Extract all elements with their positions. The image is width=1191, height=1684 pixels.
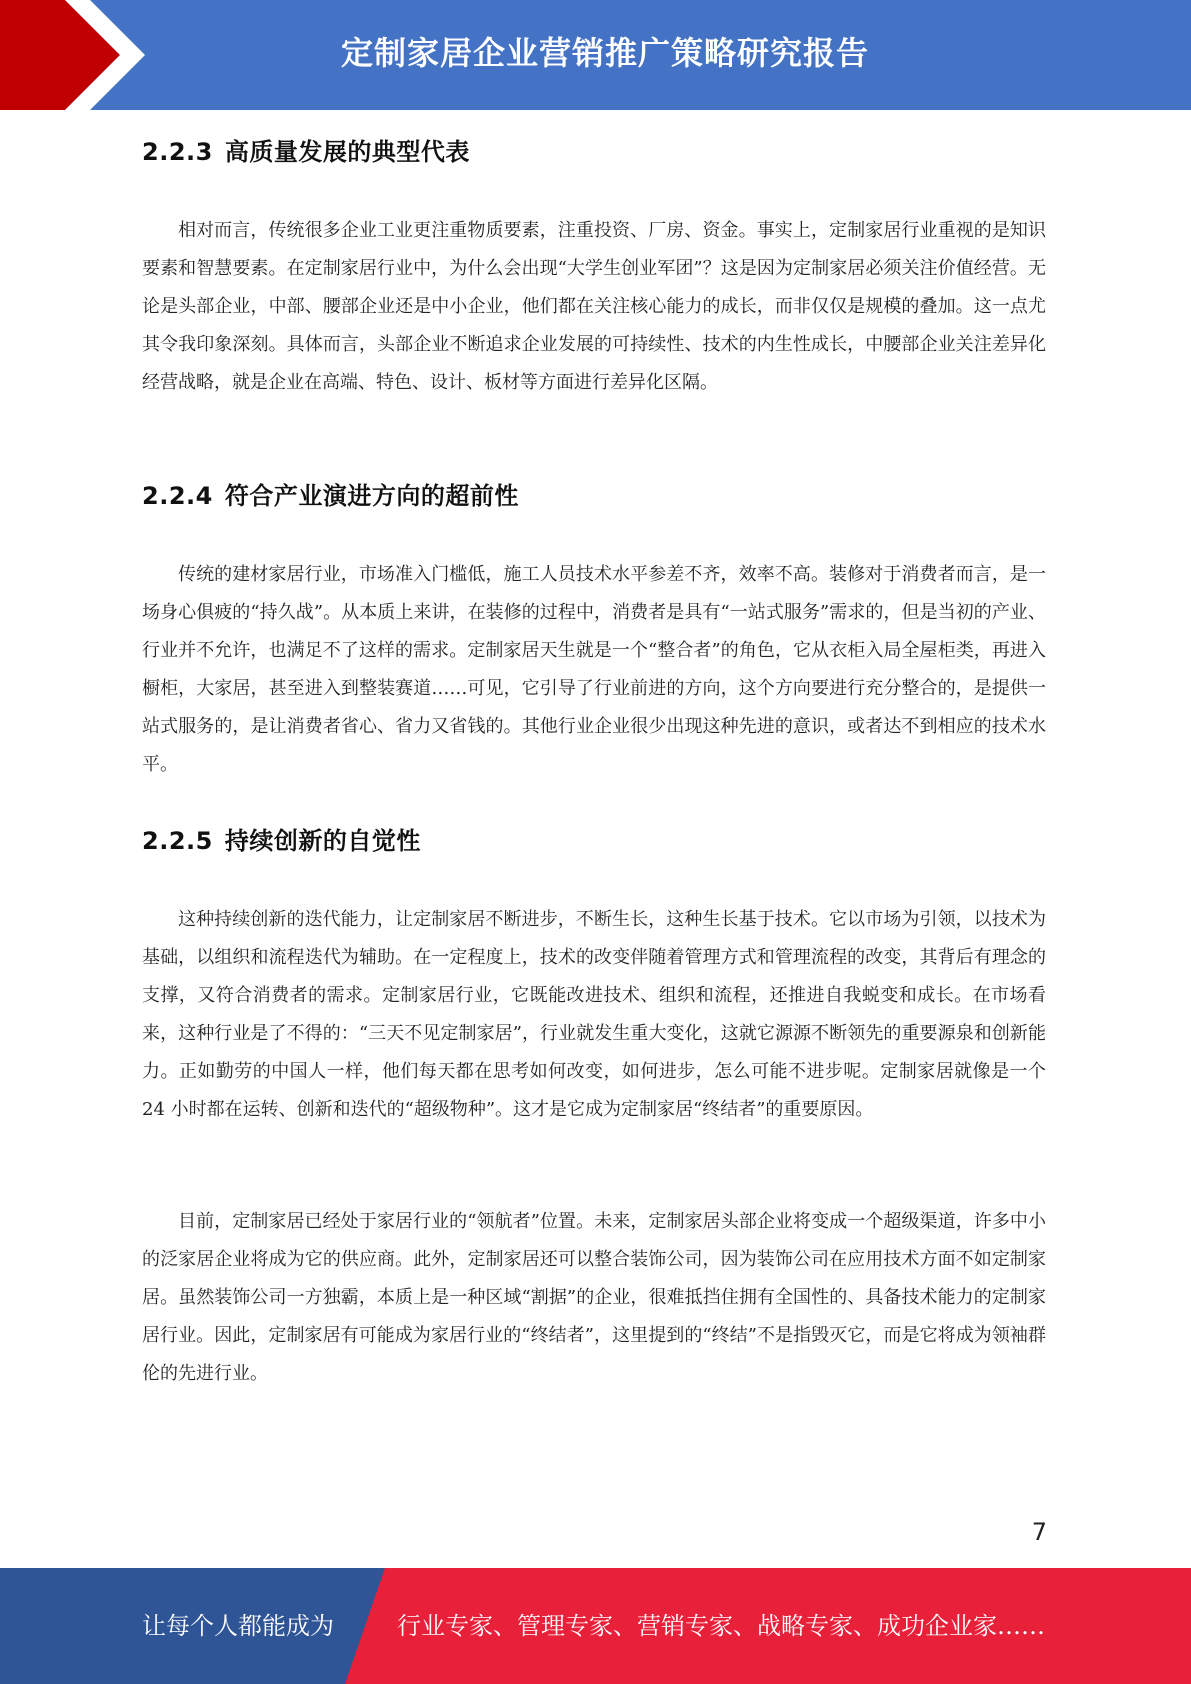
paragraph: 这种持续创新的迭代能力，让定制家居不断进步，不断生长，这种生长基于技术。它以市场为引领，以技术为基础，以组织和流程迭代为辅助。在一定程度上，技术的改变伴随着管理方式和管理流程的改变，其背后有理念的支撑，又符合消费者的需求。定制家居行业，它既能改进技术、组织和流程，还推进自我蜕变和成长。在市场看来，这种行业是了不得的：“三天不见定制家居”，行业就发生重大变化，这就它源源不断领先的重要源泉和创新能力。正如勤劳的中国人一样，他们每天都在思考如何改变，如何进步，怎么可能不进步呢。定制家居就像是一个 24 小时都在运转、创新和迭代的“超级物种”。这才是它成为定制家居“终结者”的重要原因。 <box>142 909 1046 1120</box>
section-number: 2.2.4 <box>142 482 213 510</box>
section-heading-2-2-3 <box>142 132 470 167</box>
section-title: 高质量发展的典型代表 <box>224 138 470 166</box>
section-heading-2-2-5 <box>142 821 421 856</box>
header-band <box>0 0 1191 110</box>
section-number: 2.2.3 <box>142 138 213 166</box>
paragraph: 传统的建材家居行业，市场准入门槛低，施工人员技术水平参差不齐，效率不高。装修对于消费者而言，是一场身心俱疲的“持久战”。从本质上来讲，在装修的过程中，消费者是具有“一站式服务”需求的，但是当初的产业、行业并不允许，也满足不了这样的需求。定制家居天生就是一个“整合者”的角色，它从衣柜入局全屋柜类，再进入橱柜，大家居，甚至进入到整装赛道……可见，它引导了行业前进的方向，这个方向要进行充分整合的，是提供一站式服务的，是让消费者省心、省力又省钱的。其他行业企业很少出现这种先进的意识，或者达不到相应的技术水平。 <box>142 564 1046 775</box>
footer-slogan-left: 让每个人都能成为 <box>142 1612 334 1640</box>
paragraph: 相对而言，传统很多企业工业更注重物质要素，注重投资、厂房、资金。事实上，定制家居行业重视的是知识要素和智慧要素。在定制家居行业中，为什么会出现“大学生创业军团”？这是因为定制家居必须关注价值经营。无论是头部企业，中部、腰部企业还是中小企业，他们都在关注核心能力的成长，而非仅仅是规模的叠加。这一点尤其令我印象深刻。具体而言，头部企业不断追求企业发展的可持续性、技术的内生性成长，中腰部企业关注差异化经营战略，就是企业在高端、特色、设计、板材等方面进行差异化区隔。 <box>142 220 1046 393</box>
section-number: 2.2.5 <box>142 827 213 855</box>
footer-slogan-right: 行业专家、管理专家、营销专家、战略专家、成功企业家…… <box>397 1612 1045 1640</box>
document-title: 定制家居企业营销推广策略研究报告 <box>340 34 869 72</box>
footer-band <box>0 1568 1191 1684</box>
section-heading-2-2-4 <box>142 476 519 511</box>
page-number: 7 <box>1031 1518 1047 1546</box>
section-title: 符合产业演进方向的超前性 <box>224 482 519 510</box>
paragraph: 目前，定制家居已经处于家居行业的“领航者”位置。未来，定制家居头部企业将变成一个超级渠道，许多中小的泛家居企业将成为它的供应商。此外，定制家居还可以整合装饰公司，因为装饰公司在应用技术方面不如定制家居。虽然装饰公司一方独霸，本质上是一种区域“割据”的企业，很难抵挡住拥有全国性的、具备技术能力的定制家居行业。因此，定制家居有可能成为家居行业的“终结者”，这里提到的“终结”不是指毁灭它，而是它将成为领袖群伦的先进行业。 <box>142 1211 1046 1384</box>
section-title: 持续创新的自觉性 <box>224 827 421 855</box>
header-arrow-decoration <box>0 0 160 110</box>
